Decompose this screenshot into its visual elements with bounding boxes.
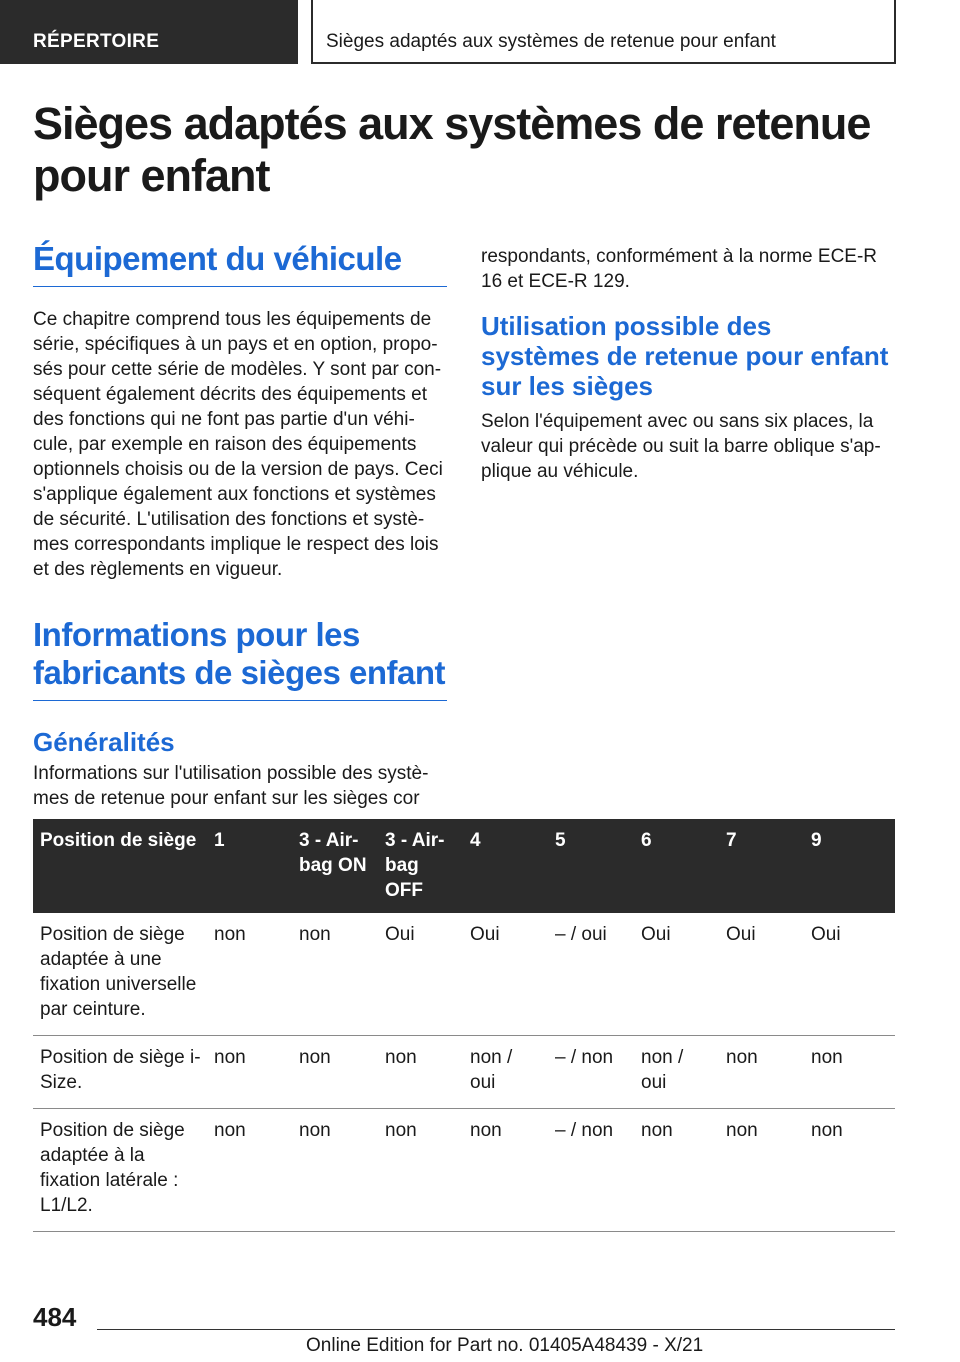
table-cell: non — [378, 1109, 463, 1232]
paragraph-utilisation: Selon l'équipement avec ou sans six places, la valeur qui précède ou suit la barre oblique s'applique au véhicule. — [481, 411, 881, 482]
table-cell: Oui — [634, 913, 719, 1036]
table-cell: non / oui — [634, 1036, 719, 1109]
page-number: 484 — [33, 1302, 77, 1332]
footer-divider — [97, 1329, 895, 1330]
header-tab-topic[interactable]: Sièges adaptés aux systèmes de retenue pour enfant — [311, 0, 896, 64]
table-header-cell: 7 — [719, 819, 804, 913]
right-column — [481, 240, 895, 484]
table-row — [33, 1109, 895, 1232]
table-header-cell: 5 — [548, 819, 634, 913]
table-cell: non — [292, 1109, 378, 1232]
table-cell: non — [463, 1109, 548, 1232]
table-cell: Oui — [804, 913, 895, 1036]
table-header-cell: 3 - Airbag ON — [292, 819, 378, 913]
table-cell: non — [634, 1109, 719, 1232]
left-column — [33, 240, 447, 811]
table-cell: non — [804, 1036, 895, 1109]
table-cell: – / non — [548, 1109, 634, 1232]
table-cell: Position de siège adaptée à une fixation universelle par ceinture. — [33, 913, 207, 1036]
heading-utilisation-possible: Utilisation possible des systèmes de retenue pour enfant sur les sièges — [481, 311, 889, 401]
footer-edition: Online Edition for Part no. 01405A48439 - X/21 — [306, 1335, 704, 1356]
table-cell: Oui — [378, 913, 463, 1036]
table-header-row — [33, 819, 895, 913]
table-cell: non — [292, 913, 378, 1036]
table-header-cell: Position de siège — [33, 819, 207, 913]
table-cell: non — [804, 1109, 895, 1232]
table-header-cell: 1 — [207, 819, 292, 913]
table-cell: Oui — [719, 913, 804, 1036]
paragraph-generalites: Informations sur l'utilisation possible des systèmes de retenue pour enfant sur les sièges cor — [33, 763, 429, 809]
table-cell: – / non — [548, 1036, 634, 1109]
table-header-cell: 4 — [463, 819, 548, 913]
table-row — [33, 1036, 895, 1109]
table-header-cell: 6 — [634, 819, 719, 913]
table-row — [33, 913, 895, 1036]
seat-positions-table — [33, 819, 895, 1232]
heading-equipement-vehicule: Équipement du véhicule — [33, 240, 447, 287]
table-cell: non — [719, 1109, 804, 1232]
heading-generalites: Généralités — [33, 727, 175, 757]
page-title: Sièges adaptés aux systèmes de retenue pour enfant — [33, 98, 871, 201]
paragraph-continued: respondants, conformément à la norme ECE-R 16 et ECE-R 129. — [481, 246, 878, 292]
table-cell: non — [207, 1036, 292, 1109]
table-cell: Position de siège adaptée à la fixation latérale : L1/L2. — [33, 1109, 207, 1232]
heading-informations-fabricants: Informations pour les fabricants de sièges enfant — [33, 616, 447, 701]
table-header-cell: 9 — [804, 819, 895, 913]
table-cell: non — [207, 1109, 292, 1232]
paragraph-equipement: Ce chapitre comprend tous les équipements de série, spécifiques à un pays et en option, proposés pour cette série de modèles. Y sont par conséquent également décrits des équipements et des fonctions qui ne font pas partie d'un véhicule, par exemple en raison des équipements optionnels choisis ou de la version de pays. Ceci s'applique également aux fonctions et systèmes de sécurité. L'utilisation des fonctions et systèmes correspondants implique le respect des lois et des règlements en vigueur. — [33, 309, 443, 580]
table-cell: Oui — [463, 913, 548, 1036]
table-cell: non — [378, 1036, 463, 1109]
table-cell: non / oui — [463, 1036, 548, 1109]
table-header-cell: 3 - Airbag OFF — [378, 819, 463, 913]
table-cell: – / oui — [548, 913, 634, 1036]
table-cell: Position de siège i-Size. — [33, 1036, 207, 1109]
header-tab-repertoire[interactable]: RÉPERTOIRE — [0, 0, 298, 64]
table-cell: non — [207, 913, 292, 1036]
table-cell: non — [292, 1036, 378, 1109]
table-cell: non — [719, 1036, 804, 1109]
